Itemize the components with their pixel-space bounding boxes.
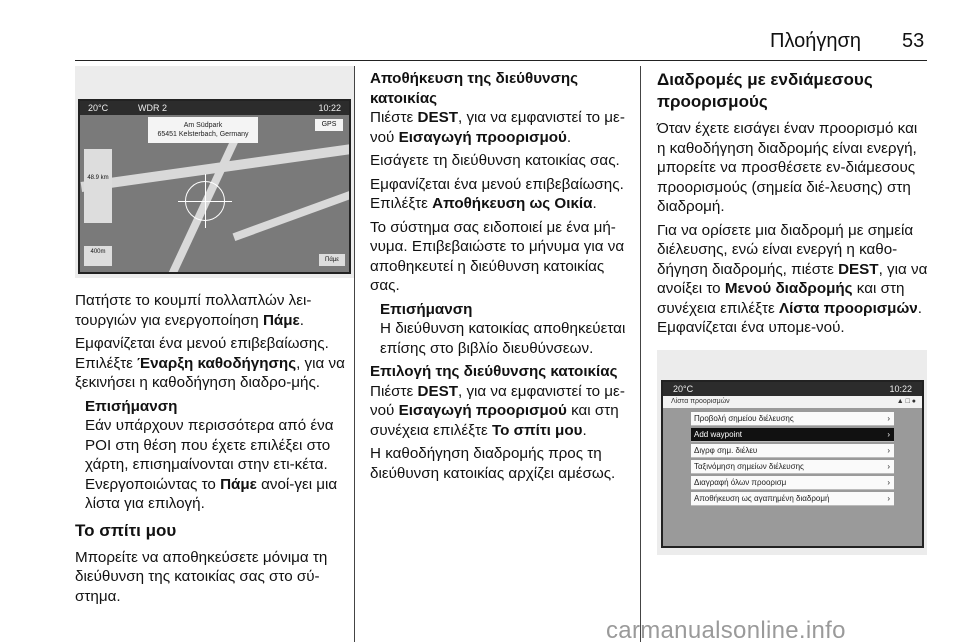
paragraph: Η καθοδήγηση διαδρομής προς τη διεύθυνση κατοικίας αρχίζει αμέσως. (370, 445, 616, 482)
clock: 10:22 (889, 384, 912, 394)
menu-item-selected: Add waypoint › (691, 428, 894, 442)
paragraph: Όταν έχετε εισάγει έναν προορισμό και η καθοδήγηση διαδρομής είναι ενεργή, μπορείτε να προσθέσετε εν-διάμεσους προορισμούς (σημεία διέ-λευσης) στη διαδρομή. (657, 120, 918, 215)
status-icons: ▲ □ ● (896, 398, 916, 405)
subheading: Επιλογή της διεύθυνσης κατοικίας (370, 363, 618, 380)
menu-screen (661, 380, 924, 548)
middle-column (370, 69, 632, 487)
menu-item: Διγρφ σημ. διέλευ › (691, 444, 894, 458)
temperature: 20°C (673, 384, 694, 394)
header-rule (75, 60, 927, 61)
chevron-right-icon: › (887, 478, 890, 487)
page-title: Πλοήγηση (770, 30, 861, 52)
watermark: carmanualsonline.info (606, 617, 846, 642)
menu-title: Λίστα προορισμών (663, 396, 922, 408)
map-side-panel (84, 149, 112, 223)
chevron-right-icon: › (887, 446, 890, 455)
column-divider-1 (354, 66, 355, 642)
right-column (657, 69, 929, 342)
map-screen (78, 99, 351, 274)
chevron-right-icon: › (887, 462, 890, 471)
chevron-right-icon: › (887, 430, 890, 439)
paragraph: Πατήστε το κουμπί πολλαπλών λει-τουργιών για ενεργοποίηση Πάμε. (75, 292, 312, 329)
map-road (233, 189, 351, 241)
radio-station: WDR 2 (138, 103, 167, 113)
chevron-right-icon: › (887, 414, 890, 423)
navigation-map-image (75, 66, 354, 278)
column-divider-2 (640, 66, 641, 642)
menu-item: Διαγραφή όλων προορισμ › (691, 476, 894, 490)
address-box (148, 117, 258, 143)
status-bar (80, 101, 349, 115)
menu-item: Προβολή σημείου διέλευσης › (691, 412, 894, 426)
paragraph: Για να ορίσετε μια διαδρομή με σημεία διέλευσης, ενώ είναι ενεργή η καθο-δήγηση διαδρομής, πιέστε DEST, για να ανοίξει το Μενού διαδρομής και στη συνέχεια επιλέξτε Λίστα προορισμών. Εμφανίζεται ένα υπομε-νού. (657, 221, 928, 336)
page-number: 53 (902, 30, 925, 52)
status-bar (663, 382, 922, 396)
page-header (0, 30, 960, 54)
menu-item: Αποθήκευση ως αγαπημένη διαδρομή › (691, 492, 894, 506)
section-heading: Το σπίτι μου (75, 520, 177, 540)
paragraph: Μπορείτε να αποθηκεύσετε μόνιμα τη διεύθυνση της κατοικίας σας στο σύ-στημα. (75, 548, 328, 605)
paragraph: Πιέστε DEST, για να εμφανιστεί το με-νού Εισαγωγή προορισμού και στη συνέχεια επιλέξτε Το σπίτι μου. (370, 382, 625, 439)
waypoint-menu-image (657, 350, 927, 555)
menu-item: Ταξινόμηση σημείων διέλευσης › (691, 460, 894, 474)
note-title: Επισήμανση (380, 300, 473, 318)
map-crosshair (185, 181, 225, 221)
clock: 10:22 (318, 103, 341, 113)
left-column (75, 291, 350, 610)
distance-readout: 48.9 km (87, 175, 109, 181)
note (75, 397, 350, 514)
note-text: Εάν υπάρχουν περισσότερα από ένα POI στη θέση που έχετε επιλέξει στο χάρτη, επισημαίνονται στην ετι-κέτα. Ενεργοποιώντας το Πάμε ανοί-γει μια λίστα για επιλογή. (85, 417, 338, 512)
go-softkey: Πάμε (319, 254, 345, 266)
section-heading: Διαδρομές με ενδιάμεσους προορισμούς (657, 70, 873, 111)
address-street: Am Südpark (183, 122, 223, 129)
paragraph: Εμφανίζεται ένα μενού επιβεβαίωσης. Επιλέξτε Αποθήκευση ως Οικία. (370, 175, 624, 212)
paragraph: Πιέστε DEST, για να εμφανιστεί το με-νού Εισαγωγή προορισμού. (370, 109, 625, 146)
note-text: Η διεύθυνση κατοικίας αποθηκεύεται επίσης στο βιβλίο διευθύνσεων. (380, 320, 626, 357)
chevron-right-icon: › (887, 494, 890, 503)
paragraph: Εισάγετε τη διεύθυνση κατοικίας σας. (370, 152, 620, 169)
address-city: 65451 Kelsterbach, Germany (157, 131, 249, 138)
temperature: 20°C (88, 103, 109, 113)
gps-indicator: GPS (315, 119, 343, 131)
subheading: Αποθήκευση της διεύθυνσης κατοικίας (370, 70, 579, 107)
paragraph: Το σύστημα σας ειδοποιεί με ένα μή-νυμα. Επιβεβαιώστε το μήνυμα για να αποθηκευτεί η διεύθυνση κατοικίας σας. (370, 218, 625, 294)
map-scale: 400m (84, 246, 112, 266)
note (370, 300, 632, 359)
note-title: Επισήμανση (85, 397, 178, 415)
paragraph: Εμφανίζεται ένα μενού επιβεβαίωσης. Επιλέξτε Έναρξη καθοδήγησης, για να ξεκινήσει η καθοδήγηση διαδρο-μής. (75, 335, 345, 391)
